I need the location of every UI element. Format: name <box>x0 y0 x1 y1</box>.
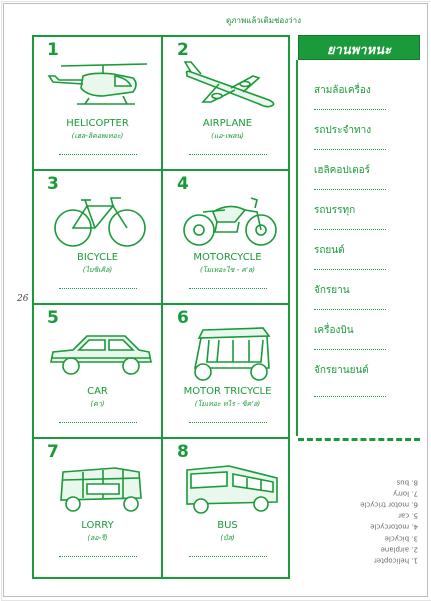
car-icon <box>43 322 155 386</box>
vocab-title-box <box>298 35 420 60</box>
answer-blank[interactable] <box>59 153 137 155</box>
thai-pronunciation: (ไบซิเคิล) <box>82 266 113 274</box>
vocab-blank[interactable] <box>314 108 386 110</box>
item-number: 6 <box>177 308 189 328</box>
vocab-blank[interactable] <box>314 268 386 270</box>
cut-line <box>298 438 420 441</box>
vehicle-card-car <box>33 304 162 438</box>
answer-key-line: 8. bus <box>396 478 418 487</box>
answer-blank[interactable] <box>189 153 267 155</box>
vehicle-card-motorcycle <box>163 170 292 304</box>
bus-icon <box>173 456 285 520</box>
vocab-blank[interactable] <box>314 228 386 230</box>
lorry-icon <box>43 456 155 520</box>
answer-key-line: 2. airplane <box>380 545 418 554</box>
english-word: HELICOPTER <box>66 118 129 129</box>
page-number: 26 <box>17 294 29 304</box>
answer-blank[interactable] <box>59 555 137 557</box>
item-number: 5 <box>47 308 59 328</box>
vehicle-card-bicycle <box>33 170 162 304</box>
vehicle-card-lorry <box>33 438 162 572</box>
vocab-blank[interactable] <box>314 188 386 190</box>
answer-blank[interactable] <box>59 287 137 289</box>
vocab-word: รถบรรทุก <box>314 205 356 216</box>
english-word: BUS <box>217 520 238 531</box>
vocab-word: เฮลิคอปเตอร์ <box>314 165 370 176</box>
bicycle-icon <box>43 188 155 252</box>
item-number: 4 <box>177 174 189 194</box>
vocab-title: ยานพาหนะ <box>326 43 392 58</box>
english-word: MOTORCYCLE <box>193 252 262 263</box>
answer-key-line: 6. motor tricycle <box>360 500 418 509</box>
vocab-word: จักรยาน <box>314 285 350 296</box>
helicopter-icon <box>43 54 155 118</box>
vehicle-card-airplane <box>163 36 292 170</box>
answer-blank[interactable] <box>189 555 267 557</box>
vocab-blank[interactable] <box>314 148 386 150</box>
thai-pronunciation: (เฮล-ลิคอพเทอะ) <box>71 132 124 140</box>
thai-pronunciation: (โมเทอะ ทไร - ซิค'ล) <box>194 400 261 408</box>
vocab-word: รถประจำทาง <box>314 125 372 136</box>
instruction-header: ดูภาพแล้วเติมช่องว่าง <box>226 16 302 25</box>
answer-key-line: 3. bicycle <box>384 534 418 543</box>
thai-pronunciation: (โมเทอะไซ - ค'ล) <box>200 266 255 274</box>
vehicle-card-helicopter <box>33 36 162 170</box>
answer-blank[interactable] <box>189 287 267 289</box>
answer-key-upside-down <box>306 476 418 566</box>
tuk-tuk-icon <box>173 322 285 386</box>
item-number: 3 <box>47 174 59 194</box>
item-number: 8 <box>177 442 189 462</box>
answer-key-line: 1. helicopter <box>373 556 418 565</box>
english-word: MOTOR TRICYCLE <box>183 386 272 397</box>
answer-key-line: 5. car <box>398 511 418 520</box>
english-word: CAR <box>87 386 108 397</box>
side-divider <box>296 60 298 436</box>
vocab-word: เครื่องบิน <box>314 325 354 336</box>
thai-pronunciation: (ลอ-รี) <box>87 534 108 542</box>
vocab-word: รถยนต์ <box>314 245 345 256</box>
thai-pronunciation: (แอ-เพลน) <box>211 132 244 140</box>
vehicle-card-bus <box>163 438 292 572</box>
vocab-blank[interactable] <box>314 395 386 397</box>
thai-pronunciation: (บัส) <box>220 534 235 542</box>
vocab-blank[interactable] <box>314 308 386 310</box>
answer-blank[interactable] <box>189 421 267 423</box>
answer-blank[interactable] <box>59 421 137 423</box>
answer-key-line: 4. motorcycle <box>370 523 418 532</box>
english-word: BICYCLE <box>76 252 119 263</box>
item-number: 1 <box>47 40 59 60</box>
item-number: 2 <box>177 40 189 60</box>
english-word: AIRPLANE <box>202 118 253 129</box>
vocab-word: สามล้อเครื่อง <box>314 85 371 96</box>
motorcycle-icon <box>173 188 285 252</box>
airplane-icon <box>173 54 285 118</box>
thai-pronunciation: (คา) <box>90 400 105 408</box>
item-number: 7 <box>47 442 59 462</box>
answer-key-line: 7. lorry <box>393 489 418 498</box>
vocab-blank[interactable] <box>314 348 386 350</box>
vehicle-card-motor-tricycle <box>163 304 292 438</box>
vocab-word: จักรยานยนต์ <box>314 365 369 376</box>
english-word: LORRY <box>81 520 114 531</box>
